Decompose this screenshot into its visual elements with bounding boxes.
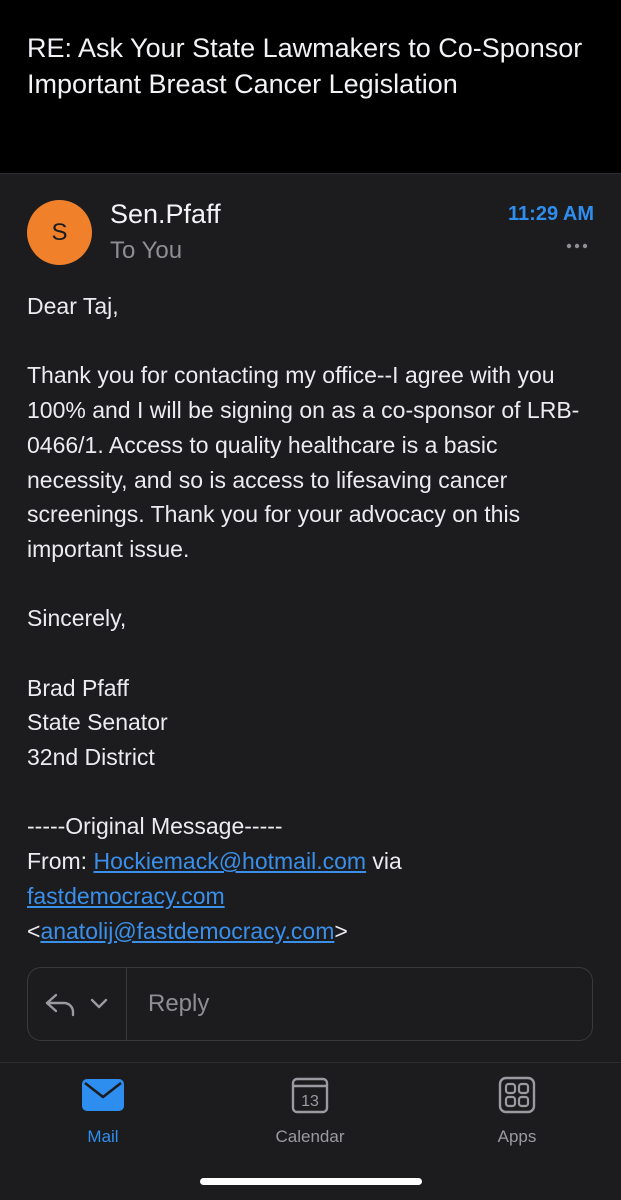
reply-options-button[interactable]: [28, 968, 127, 1040]
angle-open: <: [27, 917, 41, 944]
email-message: [0, 175, 621, 950]
tab-calendar[interactable]: [240, 1075, 380, 1147]
home-indicator[interactable]: [200, 1178, 422, 1185]
email-subject: RE: Ask Your State Lawmakers to Co-Sponsor Important Breast Cancer Legislation: [27, 33, 583, 99]
via-text: via: [366, 848, 402, 875]
spacer: [27, 636, 602, 671]
closing: Sincerely,: [27, 605, 127, 632]
angle-close: >: [334, 917, 348, 944]
reply-bar[interactable]: [27, 967, 593, 1041]
via-domain-link[interactable]: fastdemocracy.com: [27, 882, 225, 909]
mail-icon: [82, 1079, 124, 1111]
spacer: [27, 324, 602, 359]
reply-arrow-icon: [44, 992, 76, 1018]
sender-name[interactable]: Sen.Pfaff: [110, 199, 221, 229]
signature-name: Brad Pfaff: [27, 674, 129, 701]
chevron-down-icon: [90, 998, 108, 1010]
original-message-header: -----Original Message-----: [27, 813, 283, 840]
apps-icon-wrap: [447, 1075, 587, 1115]
apps-grid-icon: [498, 1076, 536, 1114]
spacer: [27, 567, 602, 602]
spacer: [27, 775, 602, 810]
recipient-line[interactable]: To You: [110, 237, 183, 264]
from-label: From:: [27, 848, 94, 875]
email-body: [27, 289, 602, 948]
tab-mail[interactable]: [33, 1075, 173, 1147]
calendar-day: 13: [301, 1093, 319, 1110]
message-time: 11:29 AM: [508, 203, 594, 225]
greeting: Dear Taj,: [27, 293, 119, 319]
reply-label[interactable]: Reply: [148, 990, 210, 1017]
signature-district: 32nd District: [27, 744, 155, 771]
tab-apps[interactable]: [447, 1075, 587, 1147]
signature-title: State Senator: [27, 709, 168, 736]
tab-calendar-label: Calendar: [275, 1127, 345, 1146]
tab-apps-label: Apps: [497, 1127, 537, 1146]
reply-area: [0, 950, 621, 1062]
sender-avatar[interactable]: S: [27, 200, 92, 265]
body-paragraph: Thank you for contacting my office--I agree with you 100% and I will be signing on as a co-sponsor of LRB-0466/1. Access to quality healthcare is a basic necessity, and so is access to lifesaving cancer screenings. Thank you for your advocacy on this important issue.: [27, 362, 580, 562]
from-email-link[interactable]: Hockiemack@hotmail.com: [93, 848, 367, 875]
mail-icon-wrap: [33, 1075, 173, 1115]
via-domain-line: [27, 879, 602, 914]
via-email-link[interactable]: anatolij@fastdemocracy.com: [40, 917, 335, 944]
original-from-line: [27, 844, 602, 879]
via-email-line: [27, 914, 602, 949]
calendar-icon-wrap: [240, 1075, 380, 1115]
ellipsis-icon[interactable]: [566, 241, 588, 251]
tab-mail-label: Mail: [87, 1127, 119, 1146]
subject-header: [0, 0, 621, 174]
calendar-icon: [291, 1076, 329, 1114]
